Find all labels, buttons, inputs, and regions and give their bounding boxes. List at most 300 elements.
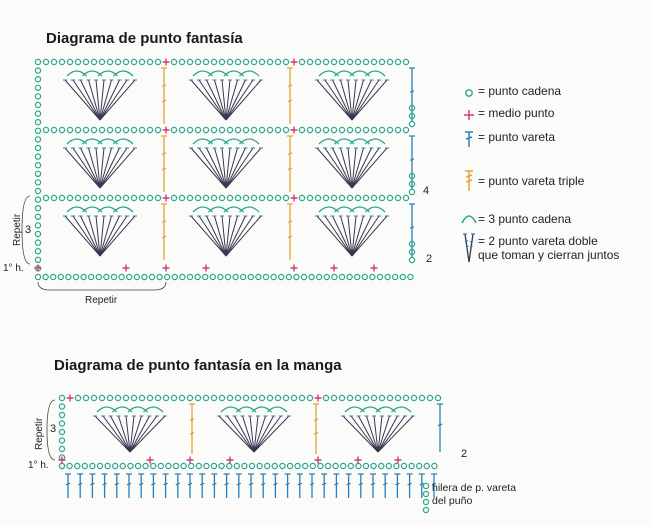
chain-stitch [115, 59, 120, 64]
chain-stitch [339, 195, 344, 200]
legend-item-single: = medio punto [460, 106, 554, 124]
chain-stitch [59, 429, 64, 434]
chain-stitch [67, 195, 72, 200]
chain-stitch [90, 463, 95, 468]
triple-stitch [287, 68, 293, 124]
chain-stitch [143, 463, 148, 468]
chain-stitch [172, 274, 177, 279]
chain-stitch [67, 127, 72, 132]
chain-stitch [166, 463, 171, 468]
legend-item-cluster: = 2 punto vareta doble que toman y cierran juntos [460, 232, 619, 264]
triple-stitch [287, 204, 293, 260]
legend-item-arch: = 3 punto cadena [460, 209, 571, 227]
chain-stitch [155, 395, 160, 400]
chain-stitch [387, 395, 392, 400]
chain-stitch [341, 463, 346, 468]
vareta-stitch [114, 474, 120, 498]
sleeve-diagram-title: Diagrama de punto fantasía en la manga [54, 357, 342, 374]
vareta-stitch [65, 474, 71, 498]
chain-stitch [51, 127, 56, 132]
chain-stitch [347, 195, 352, 200]
chain-stitch [67, 59, 72, 64]
chain-stitch [187, 195, 192, 200]
chain-stitch [310, 463, 315, 468]
sleeve-stitch-chart [59, 395, 444, 513]
vareta-stitch [187, 474, 193, 498]
chain-stitch [35, 180, 40, 185]
chain-stitch [187, 127, 192, 132]
chain-stitch [67, 463, 72, 468]
chain-stitch [317, 274, 322, 279]
chain-stitch [75, 463, 80, 468]
chain-stitch [299, 395, 304, 400]
single-stitch [291, 127, 298, 134]
chain-stitch [155, 195, 160, 200]
chain-stitch [35, 188, 40, 193]
chain-stitch [59, 395, 64, 400]
chain-stitch [139, 195, 144, 200]
chain-stitch [99, 395, 104, 400]
chain-stitch [291, 395, 296, 400]
triple-stitch [161, 68, 167, 124]
chain-stitch [59, 463, 64, 468]
repeat-label-vertical: Repetir [12, 213, 23, 246]
cuff-legend-text-2: del puño [432, 495, 473, 507]
chain-stitch [218, 274, 223, 279]
chain-stitch [323, 127, 328, 132]
chain-stitch [155, 59, 160, 64]
chain-stitch [147, 395, 152, 400]
chain-stitch [235, 195, 240, 200]
cuff-legend [432, 482, 516, 508]
triple-crochet-icon [460, 170, 478, 192]
chain-stitch [331, 195, 336, 200]
vareta-stitch [346, 474, 352, 498]
chain-stitch [323, 195, 328, 200]
single-stitch [291, 265, 298, 272]
chain-stitch [165, 274, 170, 279]
chain-stitch [35, 59, 40, 64]
chain-stitch [89, 274, 94, 279]
chain-stitch [195, 59, 200, 64]
chain-stitch [241, 274, 246, 279]
chain-stitch [151, 463, 156, 468]
chain-stitch [59, 438, 64, 443]
vareta-stitch [211, 474, 217, 498]
chain-stitch [59, 195, 64, 200]
chain-stitch [251, 127, 256, 132]
chain-stitch [35, 240, 40, 245]
single-stitch [67, 395, 74, 402]
chain-stitch [259, 127, 264, 132]
chain-stitch [332, 274, 337, 279]
vareta-stitch [382, 474, 388, 498]
chain-stitch [35, 206, 40, 211]
chain-stitch [379, 127, 384, 132]
vareta-stitch [102, 474, 108, 498]
chain-stitch [362, 274, 367, 279]
chain-stitch [134, 274, 139, 279]
chain-stitch [403, 127, 408, 132]
single-stitch [163, 265, 170, 272]
chain-stitch [35, 68, 40, 73]
chain-stitch [234, 463, 239, 468]
chain-stitch [123, 195, 128, 200]
single-stitch [187, 457, 194, 464]
chain-stitch [83, 395, 88, 400]
chain-stitch [147, 59, 152, 64]
chain-stitch [424, 463, 429, 468]
single-stitch [291, 195, 298, 202]
chain-stitch [187, 274, 192, 279]
chain-stitch [83, 195, 88, 200]
triple-stitch [161, 204, 167, 260]
chain-stitch [73, 274, 78, 279]
main-stitch-chart [35, 0, 422, 280]
chain-stitch [131, 395, 136, 400]
chain-stitch [307, 59, 312, 64]
chain-stitch [403, 195, 408, 200]
chain-stitch [267, 395, 272, 400]
chain-stitch [35, 85, 40, 90]
chain-stitch [203, 395, 208, 400]
chain-stitch [299, 59, 304, 64]
chain-stitch [267, 59, 272, 64]
chain-stitch [423, 499, 428, 504]
triple-stitch [189, 404, 195, 454]
chain-stitch [283, 395, 288, 400]
cuff-legend-text-1: hilera de p. vareta [432, 482, 517, 494]
chain-stitch [256, 274, 261, 279]
chain-stitch [81, 274, 86, 279]
chain-arch-icon [460, 209, 478, 227]
chain-stitch [257, 463, 262, 468]
single-stitch [331, 265, 338, 272]
chain-stitch [286, 274, 291, 279]
vareta-stitch [297, 474, 303, 498]
chain-stitch [187, 59, 192, 64]
chain-stitch [104, 274, 109, 279]
chain-stitch [163, 395, 168, 400]
chain-stitch [59, 421, 64, 426]
legend-item-triple: = punto vareta triple [460, 170, 584, 192]
chain-stitch [115, 195, 120, 200]
chain-stitch [211, 59, 216, 64]
legend-item-chain: = punto cadena [460, 84, 561, 102]
chain-stitch [139, 395, 144, 400]
chain-stitch [35, 111, 40, 116]
chain-stitch [59, 127, 64, 132]
chain-stitch [379, 395, 384, 400]
chain-stitch [35, 274, 40, 279]
chain-stitch [409, 121, 414, 126]
chain-stitch [51, 59, 56, 64]
chain-stitch [82, 463, 87, 468]
chain-stitch [225, 274, 230, 279]
chain-stitch [386, 463, 391, 468]
chain-stitch [400, 274, 405, 279]
chain-stitch [370, 274, 375, 279]
chain-stitch [35, 214, 40, 219]
row-label-2: 2 [426, 253, 433, 265]
chain-stitch [387, 195, 392, 200]
chain-stitch [35, 137, 40, 142]
chain-stitch [97, 463, 102, 468]
chain-stitch [219, 195, 224, 200]
chain-stitch [377, 274, 382, 279]
vareta-stitch [321, 474, 327, 498]
chain-stitch [409, 463, 414, 468]
chain-stitch [211, 127, 216, 132]
chain-stitch [187, 395, 192, 400]
chain-stitch [131, 59, 136, 64]
chain-stitch [355, 274, 360, 279]
chain-stitch [123, 395, 128, 400]
chain-stitch [119, 274, 124, 279]
chain-stitch [355, 395, 360, 400]
chain-stitch [195, 195, 200, 200]
chain-stitch [409, 257, 414, 262]
chain-stitch [315, 195, 320, 200]
chain-stitch [115, 127, 120, 132]
chain-stitch [347, 127, 352, 132]
chain-stitch [75, 395, 80, 400]
vareta-stitch [358, 474, 364, 498]
chain-circle-icon [460, 84, 478, 102]
chain-stitch [142, 274, 147, 279]
chain-stitch [427, 395, 432, 400]
chain-stitch [115, 395, 120, 400]
chain-stitch [43, 59, 48, 64]
chain-stitch [379, 463, 384, 468]
chain-stitch [371, 127, 376, 132]
chain-stitch [323, 395, 328, 400]
chain-stitch [265, 463, 270, 468]
main-diagram-title: Diagrama de punto fantasía [46, 30, 243, 47]
row-label-3: 3 [25, 224, 32, 236]
chain-stitch [394, 463, 399, 468]
chain-stitch [83, 127, 88, 132]
chain-stitch [227, 195, 232, 200]
sleeve-row-label-2: 2 [461, 448, 468, 460]
chain-stitch [417, 463, 422, 468]
chain-stitch [155, 127, 160, 132]
chain-stitch [96, 274, 101, 279]
chain-stitch [210, 274, 215, 279]
chain-stitch [411, 395, 416, 400]
chain-stitch [195, 395, 200, 400]
chain-stitch [211, 463, 216, 468]
chain-stitch [371, 59, 376, 64]
chain-stitch [157, 274, 162, 279]
chain-stitch [180, 274, 185, 279]
triple-stitch [287, 136, 293, 192]
chain-stitch [35, 145, 40, 150]
vareta-stitch [150, 474, 156, 498]
chain-stitch [179, 395, 184, 400]
chain-stitch [211, 395, 216, 400]
chain-stitch [99, 195, 104, 200]
chain-stitch [267, 195, 272, 200]
legend-item-vareta: = punto vareta [460, 130, 555, 148]
chain-stitch [196, 463, 201, 468]
chain-stitch [295, 463, 300, 468]
repeat-bracket-horizontal [38, 282, 166, 290]
chain-stitch [147, 195, 152, 200]
chain-stitch [279, 274, 284, 279]
vareta-stitch [309, 474, 315, 498]
single-stitch [315, 395, 322, 402]
vareta-stitch [77, 474, 83, 498]
chain-stitch [251, 195, 256, 200]
chain-stitch [35, 257, 40, 262]
chain-stitch [403, 59, 408, 64]
chain-stitch [195, 274, 200, 279]
chain-stitch [219, 395, 224, 400]
chain-stitch [395, 59, 400, 64]
chain-stitch [171, 395, 176, 400]
vareta-stitch [248, 474, 254, 498]
chain-stitch [35, 231, 40, 236]
chain-stitch [43, 127, 48, 132]
chain-stitch [59, 446, 64, 451]
chain-stitch [280, 463, 285, 468]
chain-stitch [339, 395, 344, 400]
chain-stitch [371, 463, 376, 468]
single-stitch [163, 127, 170, 134]
vareta-stitch [285, 474, 291, 498]
chain-stitch [189, 463, 194, 468]
vareta-stitch [333, 474, 339, 498]
chain-stitch [219, 127, 224, 132]
chain-stitch [356, 463, 361, 468]
single-stitch [291, 59, 298, 66]
chain-stitch [35, 163, 40, 168]
chain-stitch [203, 127, 208, 132]
single-stitch [147, 457, 154, 464]
chain-stitch [283, 59, 288, 64]
chain-stitch [243, 127, 248, 132]
vareta-stitch [370, 474, 376, 498]
chain-stitch [120, 463, 125, 468]
chain-stitch [99, 59, 104, 64]
chain-stitch [235, 59, 240, 64]
chain-stitch [271, 274, 276, 279]
chain-stitch [339, 127, 344, 132]
triple-stitch [313, 404, 319, 454]
chain-stitch [275, 195, 280, 200]
chain-stitch [35, 223, 40, 228]
repeat-label-horizontal: Repetir [85, 295, 118, 306]
chain-stitch [123, 59, 128, 64]
sleeve-repeat-label: Repetir [34, 417, 45, 450]
sleeve-row-label-3: 3 [50, 423, 57, 435]
chain-stitch [35, 249, 40, 254]
chain-stitch [179, 127, 184, 132]
chain-stitch [263, 274, 268, 279]
chain-stitch [355, 195, 360, 200]
vareta-stitch [89, 474, 95, 498]
vareta-stitch [236, 474, 242, 498]
chain-stitch [363, 59, 368, 64]
chain-stitch [251, 59, 256, 64]
chain-stitch [113, 463, 118, 468]
plus-icon [460, 106, 478, 124]
chain-stitch [35, 128, 40, 133]
chain-stitch [181, 463, 186, 468]
chain-stitch [127, 274, 132, 279]
chain-stitch [371, 395, 376, 400]
chain-stitch [219, 59, 224, 64]
chain-stitch [348, 463, 353, 468]
chain-stitch [59, 412, 64, 417]
vareta-stitch [224, 474, 230, 498]
vareta-stitch [272, 474, 278, 498]
chain-stitch [147, 127, 152, 132]
chain-stitch [195, 127, 200, 132]
chain-stitch [243, 59, 248, 64]
vareta-stitch [175, 474, 181, 498]
vareta-stitch [394, 474, 400, 498]
single-stitch [315, 457, 322, 464]
chain-stitch [355, 59, 360, 64]
chain-stitch [259, 59, 264, 64]
chain-stitch [363, 463, 368, 468]
chain-stitch [173, 463, 178, 468]
chain-stitch [363, 127, 368, 132]
chain-stitch [395, 127, 400, 132]
chain-stitch [51, 195, 56, 200]
chain-stitch [347, 274, 352, 279]
double-crochet-icon [460, 130, 478, 148]
chain-stitch [211, 195, 216, 200]
cluster-icon [460, 232, 478, 264]
chain-stitch [395, 195, 400, 200]
chain-stitch [91, 395, 96, 400]
chain-stitch [179, 59, 184, 64]
chain-stitch [248, 274, 253, 279]
chain-stitch [171, 59, 176, 64]
chain-stitch [423, 483, 428, 488]
chain-stitch [75, 127, 80, 132]
chain-stitch [331, 395, 336, 400]
chain-stitch [75, 195, 80, 200]
single-stitch [163, 59, 170, 66]
chain-stitch [307, 127, 312, 132]
chain-stitch [227, 395, 232, 400]
single-stitch [355, 457, 362, 464]
chain-stitch [323, 59, 328, 64]
sleeve-row-label-first: 1° h. [28, 460, 49, 471]
chain-stitch [423, 507, 428, 512]
chain-stitch [315, 59, 320, 64]
chain-stitch [111, 274, 116, 279]
single-stitch [163, 195, 170, 202]
chain-stitch [105, 463, 110, 468]
chain-stitch [333, 463, 338, 468]
chain-stitch [75, 59, 80, 64]
chain-stitch [51, 274, 56, 279]
chain-stitch [331, 127, 336, 132]
single-stitch [227, 457, 234, 464]
chain-stitch [371, 195, 376, 200]
chain-stitch [347, 59, 352, 64]
chain-stitch [294, 274, 299, 279]
chain-stitch [91, 59, 96, 64]
chain-stitch [35, 77, 40, 82]
triple-stitch [161, 136, 167, 192]
chain-stitch [251, 395, 256, 400]
